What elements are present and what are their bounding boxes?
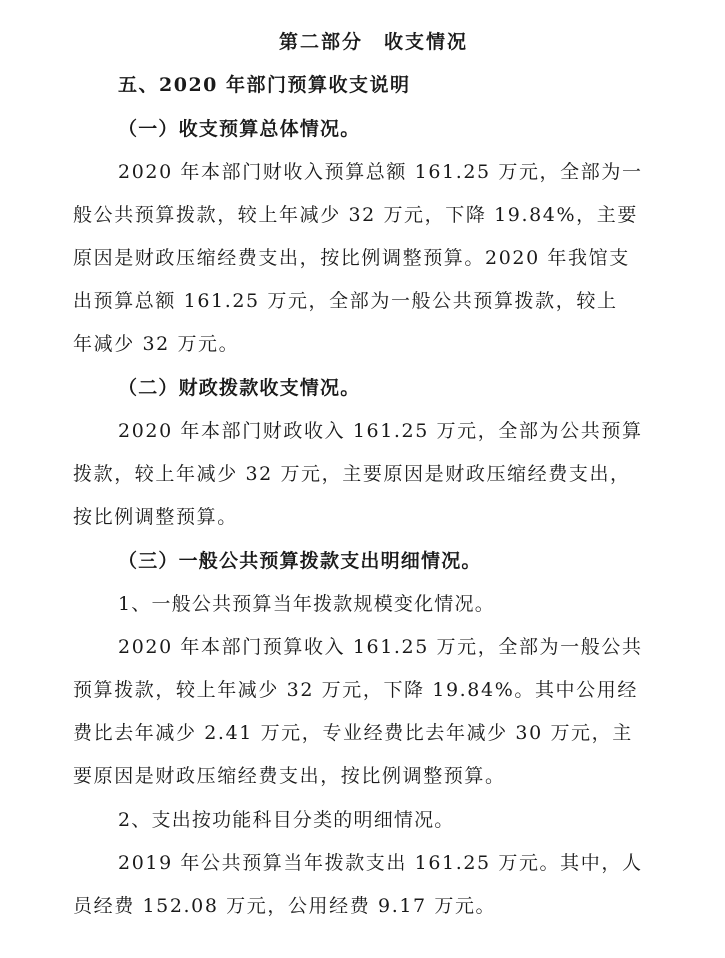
part1-line-5: 年减少 32 万元。 <box>73 333 240 355</box>
part3-item1-line-3: 费比去年减少 2.41 万元，专业经费比去年减少 30 万元，主 <box>73 722 633 744</box>
part3-item1-line-1: 2020 年本部门预算收入 161.25 万元，全部为一般公共 <box>118 636 643 658</box>
part3-item1-line-4: 要原因是财政压缩经费支出，按比例调整预算。 <box>73 765 506 787</box>
part3-item1-line-2: 预算拨款，较上年减少 32 万元，下降 19.84%。其中公用经 <box>73 679 638 701</box>
part3-item2-line-1: 2019 年公共预算当年拨款支出 161.25 万元。其中，人 <box>118 852 643 874</box>
part1-line-4: 出预算总额 161.25 万元，全部为一般公共预算拨款，较上 <box>73 290 618 312</box>
part2-line-2: 拨款，较上年减少 32 万元，主要原因是财政压缩经费支出， <box>73 463 631 485</box>
part3-item2-line-2: 员经费 152.08 万元，公用经费 9.17 万元。 <box>73 895 497 917</box>
section-heading: 五、2020 年部门预算收支说明 <box>118 74 411 96</box>
part2-heading: （二）财政拨款收支情况。 <box>118 377 361 399</box>
part1-line-3: 原因是财政压缩经费支出，按比例调整预算。2020 年我馆支 <box>73 247 630 269</box>
part3-heading: （三）一般公共预算拨款支出明细情况。 <box>118 550 482 572</box>
part3-item1-title: 1、一般公共预算当年拨款规模变化情况。 <box>118 593 495 615</box>
part3-item2-title: 2、支出按功能科目分类的明细情况。 <box>118 809 455 831</box>
part2-line-1: 2020 年本部门财政收入 161.25 万元，全部为公共预算 <box>118 420 643 442</box>
document-title: 第二部分 收支情况 <box>279 31 469 53</box>
part1-line-2: 般公共预算拨款，较上年减少 32 万元，下降 19.84%，主要 <box>73 204 638 226</box>
part1-line-1: 2020 年本部门财收入预算总额 161.25 万元，全部为一 <box>118 161 643 183</box>
part1-heading: （一）收支预算总体情况。 <box>118 118 361 140</box>
part2-line-3: 按比例调整预算。 <box>73 506 238 528</box>
